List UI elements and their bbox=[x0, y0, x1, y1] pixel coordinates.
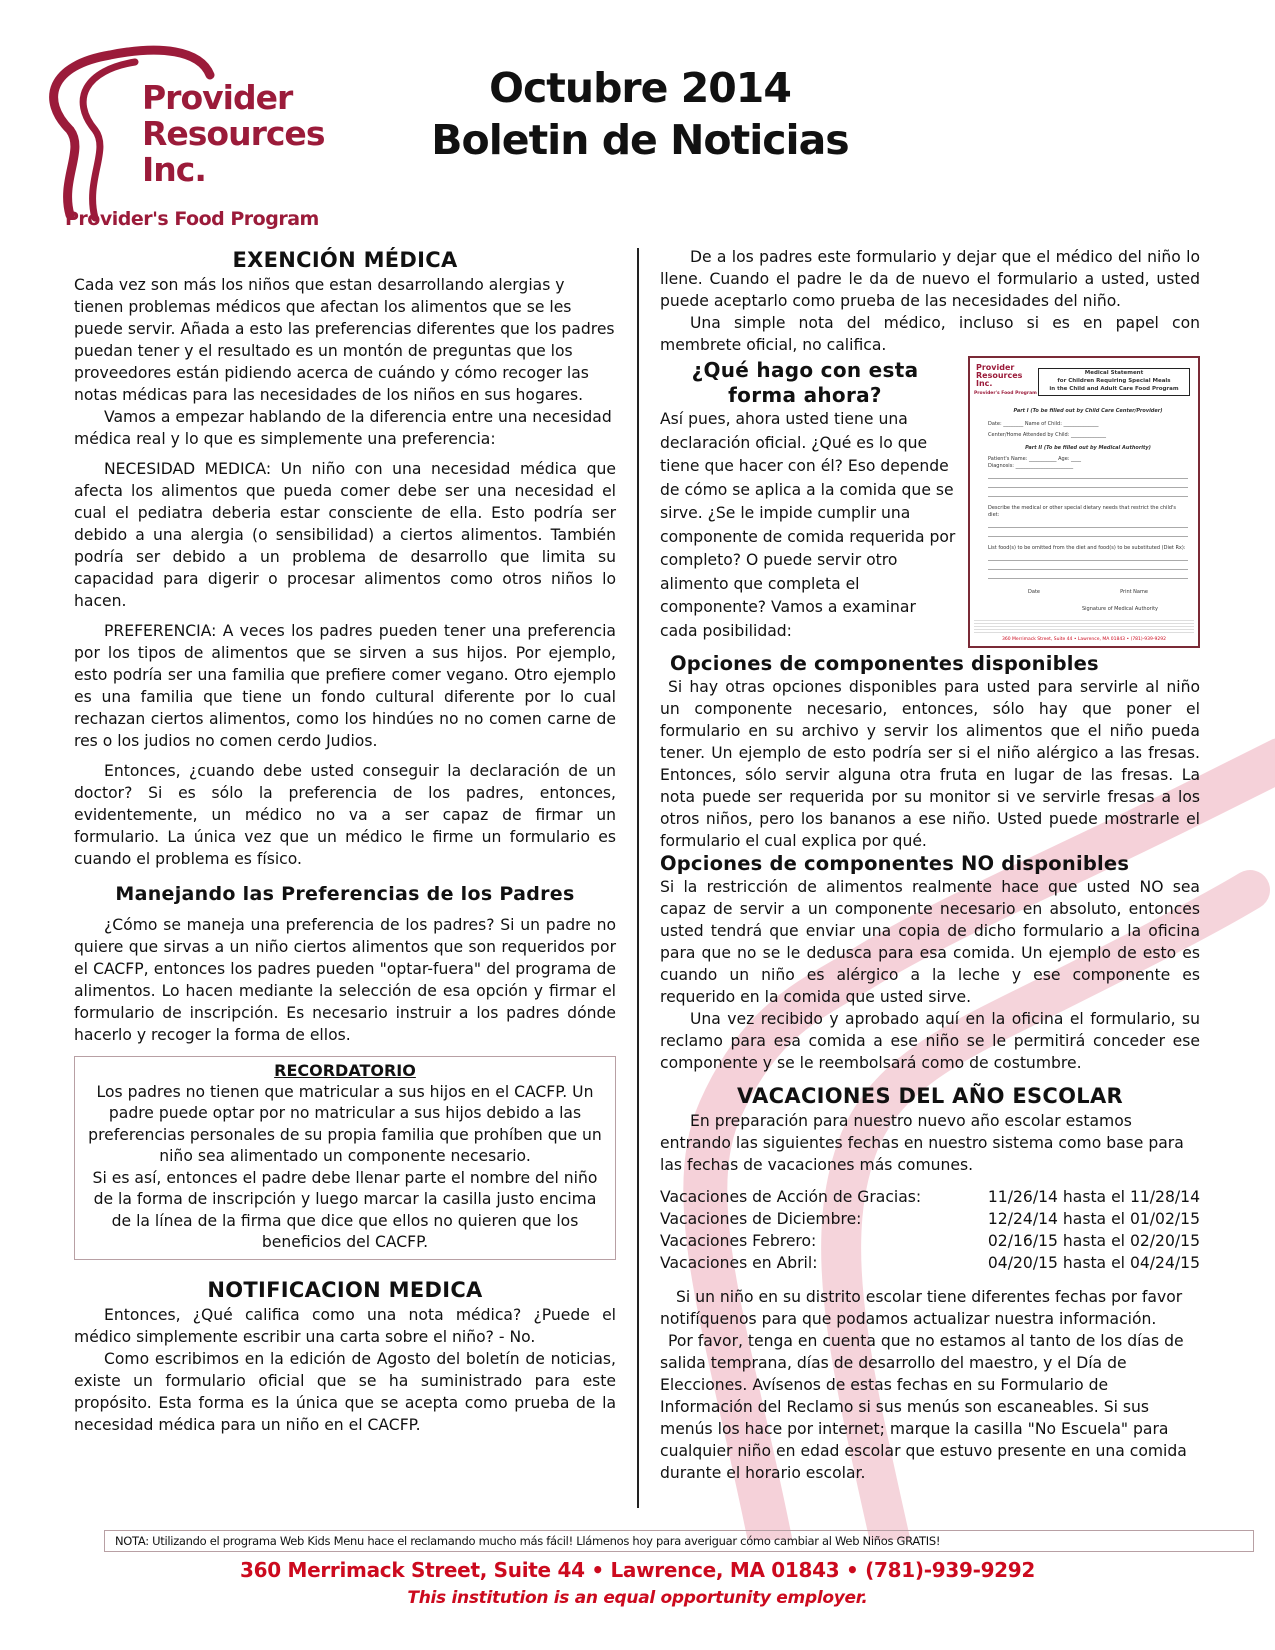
vacation-row bbox=[660, 1186, 1200, 1208]
vacation-row bbox=[660, 1230, 1200, 1252]
footer-note: NOTA: Utilizando el programa Web Kids Menu hace el reclamando mucho más fácil! Llámenos hoy para averiguar cómo cambiar al Web Niños GRATIS! bbox=[104, 1530, 1254, 1552]
section-title: Manejando las Preferencias de los Padres bbox=[115, 883, 575, 905]
vacation-dates-table bbox=[660, 1186, 1200, 1274]
section-title: Opciones de componentes NO disponibles bbox=[660, 852, 1130, 875]
form-label: Center/Home Attended by Child: bbox=[988, 432, 1070, 438]
section-disponibles bbox=[660, 652, 1200, 852]
form-logo-sub: Provider's Food Program bbox=[974, 391, 1037, 396]
form-title: for Children Requiring Special Meals bbox=[1057, 378, 1171, 384]
form-label: Describe the medical or other special dietary needs that restrict the child's diet: bbox=[988, 505, 1176, 518]
vacation-label: Vacaciones de Acción de Gracias: bbox=[660, 1188, 922, 1206]
logo-subtitle: Provider's Food Program bbox=[65, 208, 319, 230]
title-line: forma ahora? bbox=[728, 383, 882, 407]
form-title-box bbox=[1038, 368, 1190, 396]
vacation-dates: 11/26/14 hasta el 11/28/14 bbox=[987, 1188, 1200, 1206]
form-label: Patient's Name: bbox=[988, 456, 1028, 462]
paragraph: Por favor, tenga en cuenta que no estamos al tanto de los días de salida temprana, días de desarrollo del maestro, y el Día de Elecciones. Avísenos de estas fechas en su Formulario de Información del Reclamo si sus menús son escaneables. Si sus menús los hace por internet; marque la casilla "No Escuela" para cualquier niño en edad escolar que estuvo presente en una comida durante el horario escolar. bbox=[660, 1332, 1187, 1482]
reminder-text: Si es así, entonces el padre debe llenar parte el nombre del niño de la forma de inscripción y luego marcar la casilla justo encima de la línea de la firma que dice que ellos no quieren que los beneficios del CACFP. bbox=[92, 1168, 598, 1251]
paragraph-preferencia bbox=[74, 620, 616, 752]
paragraph: Una vez recibido y aprobado aquí en la oficina el formulario, su reclamo para esa comida a ese niño se le permitirá conceder ese componente y se le reembolsará como de costumbre. bbox=[660, 1010, 1200, 1072]
section-no-disponibles bbox=[660, 852, 1200, 1074]
logo-line-1: Provider bbox=[142, 78, 293, 117]
form-title: in the Child and Adult Care Food Program bbox=[1049, 386, 1179, 392]
section-exencion-medica bbox=[74, 246, 616, 870]
vacation-label: Vacaciones de Diciembre: bbox=[660, 1210, 862, 1228]
section-notificacion-medica bbox=[74, 1276, 616, 1436]
right-column bbox=[660, 246, 1200, 1484]
form-logo: Provider Resources Inc. bbox=[976, 363, 1023, 388]
form-part-2: Part II (To be filled out by Medical Authority) bbox=[1025, 445, 1151, 451]
term-label: NECESIDAD MEDICA: bbox=[104, 460, 272, 478]
paragraph: Si la restricción de alimentos realmente hace que usted NO sea capaz de servir a un componente necesario en absoluto, entonces usted tendrá que enviar una copia de dicho formulario a la oficina para que no se le dedusca para esa comida. Un ejemplo de esto es cuando un niño es alérgico a la leche y ese componente es requerido en la comida que usted sirve. bbox=[660, 878, 1200, 1006]
title-line: ¿Qué hago con esta bbox=[691, 358, 919, 382]
vacation-row bbox=[660, 1252, 1200, 1274]
term-text: A veces los padres pueden tener una preferencia por los tipos de alimentos que se sirven a sus hijos. Por ejemplo, esto podría ser una familia que prefiere comer vegano. Otro ejemplo es una familia que tiene un fondo cultural diferente por lo cual rechazan ciertos alimentos, como los hindúes no no comen carne de res o los judios no comen cerdo Judios. bbox=[74, 622, 616, 750]
masthead-title: Boletin de Noticias bbox=[431, 116, 849, 164]
vacation-label: Vacaciones en Abril: bbox=[660, 1254, 818, 1272]
form-label: List food(s) to be omitted from the diet and food(s) to be substituted (Diet Rx): bbox=[988, 545, 1186, 551]
paragraph: Entonces, ¿Qué califica como una nota médica? ¿Puede el médico simplemente escribir una carta sobre el niño? - No. bbox=[74, 1305, 616, 1346]
form-label: Date: bbox=[988, 421, 1002, 427]
form-label: Age: bbox=[1058, 456, 1070, 462]
paragraph: Si un niño en su distrito escolar tiene diferentes fechas por favor notifíquenos para que podamos actualizar nuestra información. bbox=[660, 1288, 1183, 1328]
vacation-dates: 04/20/15 hasta el 04/24/15 bbox=[987, 1254, 1200, 1272]
section-que-hago bbox=[660, 358, 950, 408]
form-title: Medical Statement bbox=[1084, 370, 1144, 376]
medical-statement-form-image: Provider Resources Inc. Provider's Food Program Medical Statement for Children Requiring Special Meals in the Child and Adult Care Food Program Part I (To be filled out by Child Care Center/Provider) Date: ________ Name of Child: ______________ Center/Home Attended by Child: ______________ Part II (To be filled out by Medical Authority) Patient's Name: ___________ Age: ____ Diagnosis: _______________________ Describe the medical or other special dietary needs that restrict the child's diet: List food(s) to be omitted from the diet and food(s) to be substituted (Diet Rx): Date Print Name Signature of Medical Authority 360 Merrimack Street, Suite 44 • Lawrence, MA 01843 • (781)-939-9292 bbox=[968, 356, 1200, 648]
paragraph: ¿Cómo se maneja una preferencia de los padres? Si un padre no quiere que sirvas a un niño ciertos alimentos que son requeridos por el CACFP, entonces los padres pueden "optar-fuera" del programa de alimentos. Lo hacen mediante la selección de esa opción y firmar el formulario de inscripción. Es necesario instruir a los padres dónde hacerlo y recoger la forma de ellos. bbox=[74, 916, 616, 1044]
paragraph: Si hay otras opciones disponibles para usted para servirle al niño un componente necesario, entonces, sólo hay que poner el formulario en su archivo y servir los alimentos que el niño pueda tener. Un ejemplo de esto podría ser si el niño alérgico a las fresas. Entonces, sólo servir alguna otra fruta en lugar de las fresas. La nota puede ser requerida por su monitor si ve servirle fresas a los otros niños, pero los bananos a ese niño. Usted puede mostrarle el formulario el cual explica por qué. bbox=[660, 678, 1200, 850]
left-column bbox=[74, 246, 616, 1436]
form-label: Print Name bbox=[1120, 589, 1148, 595]
vacation-dates: 02/16/15 hasta el 02/20/15 bbox=[987, 1232, 1200, 1250]
section-vacaciones bbox=[660, 1082, 1200, 1484]
section-title: EXENCIÓN MÉDICA bbox=[232, 248, 458, 272]
term-label: PREFERENCIA: bbox=[104, 622, 217, 640]
vacation-label: Vacaciones Febrero: bbox=[660, 1232, 817, 1250]
section-title: NOTIFICACION MEDICA bbox=[207, 1277, 483, 1302]
reminder-text: Los padres no tienen que matricular a sus hijos en el CACFP. Un padre puede optar por no matricular a sus hijos debido a las preferencias personales de su propia familia que prohíben que un niño sea alimentado un componente necesario. bbox=[88, 1082, 602, 1165]
section-title: Opciones de componentes disponibles bbox=[670, 652, 1099, 675]
form-label: Signature of Medical Authority bbox=[1081, 606, 1158, 612]
term-text: Un niño con una necesidad médica que afecta los alimentos que pueda comer debe ser una necesidad el cual el pediatra deberia estar consciente de ella. Esto podría ser debido a una alergia (o sensibilidad) a ciertos alimentos. También podría ser debido a un problema de desarrollo que limita su capacidad para digerir o procesar alimentos como otros niños lo hacen. bbox=[74, 460, 616, 610]
paragraph: Vamos a empezar hablando de la diferencia entre una necesidad médica real y lo que es simplemente una preferencia: bbox=[74, 408, 612, 448]
paragraph: Una simple nota del médico, incluso si es en papel con membrete oficial, no califica. bbox=[660, 314, 1200, 354]
section-manejando bbox=[74, 880, 616, 1046]
vacation-dates: 12/24/14 hasta el 01/02/15 bbox=[987, 1210, 1200, 1228]
section-title bbox=[660, 358, 950, 408]
footer-address: 360 Merrimack Street, Suite 44 • Lawrence, MA 01843 • (781)-939-9292 bbox=[239, 1558, 1036, 1582]
paragraph: Como escribimos en la edición de Agosto del boletín de noticias, existe un formulario oficial que se ha suministrado para este propósito. Esta forma es la única que se acepta como prueba de la necesidad médica para un niño en el CACFP. bbox=[74, 1349, 616, 1434]
form-label: Date bbox=[1028, 589, 1040, 595]
section-title: VACACIONES DEL AÑO ESCOLAR bbox=[737, 1084, 1123, 1108]
logo-line-3: Inc. bbox=[142, 150, 206, 189]
column-divider bbox=[637, 248, 639, 1508]
paragraph: Cada vez son más los niños que estan desarrollando alergias y tienen problemas médicos que afectan los alimentos que se les puede servir. Añada a esto las preferencias diferentes que los padres puedan tener y el resultado es un montón de preguntas que los proveedores están pidiendo acerca de cuándo y cómo recoger las notas médicas para las necesidades de los niños en sus hogares. bbox=[74, 276, 615, 404]
reminder-title: RECORDATORIO bbox=[274, 1061, 416, 1080]
form-footer: 360 Merrimack Street, Suite 44 • Lawrence, MA 01843 • (781)-939-9292 bbox=[1002, 637, 1166, 642]
footer-eoe-statement: This institution is an equal opportunity employer. bbox=[407, 1588, 868, 1608]
form-part-1: Part I (To be filled out by Child Care Center/Provider) bbox=[1013, 408, 1163, 414]
reminder-box bbox=[74, 1056, 616, 1260]
paragraph: De a los padres este formulario y dejar que el médico del niño lo llene. Cuando el padre le da de nuevo el formulario a usted, usted puede aceptarlo como prueba de las necesidades del niño. bbox=[660, 248, 1200, 310]
newsletter-masthead bbox=[380, 62, 900, 166]
paragraph: Así pues, ahora usted tiene una declaración oficial. ¿Qué es lo que tiene que hacer con él? Eso depende de cómo se aplica a la comida que se sirve. ¿Se le impide cumplir una componente de comida requerida por completo? O puede servir otro alimento que completa el componente? Vamos a examinar cada posibilidad: bbox=[660, 410, 956, 640]
company-logo bbox=[30, 40, 370, 240]
form-label: Name of Child: bbox=[1024, 421, 1062, 427]
paragraph: Entonces, ¿cuando debe usted conseguir la declaración de un doctor? Si es sólo la preferencia de los padres, entonces, evidentemente, un médico no va a ser capaz de firmar un formulario. La única vez que un médico le firme un formulario es cuando el problema es físico. bbox=[74, 762, 616, 868]
paragraph-necesidad bbox=[74, 458, 616, 612]
form-label: Diagnosis: bbox=[988, 463, 1014, 469]
paragraph: En preparación para nuestro nuevo año escolar estamos entrando las siguientes fechas en nuestro sistema como base para las fechas de vacaciones más comunes. bbox=[660, 1112, 1184, 1174]
logo-line-2: Resources bbox=[142, 114, 325, 153]
vacation-row bbox=[660, 1208, 1200, 1230]
masthead-date: Octubre 2014 bbox=[489, 64, 791, 112]
